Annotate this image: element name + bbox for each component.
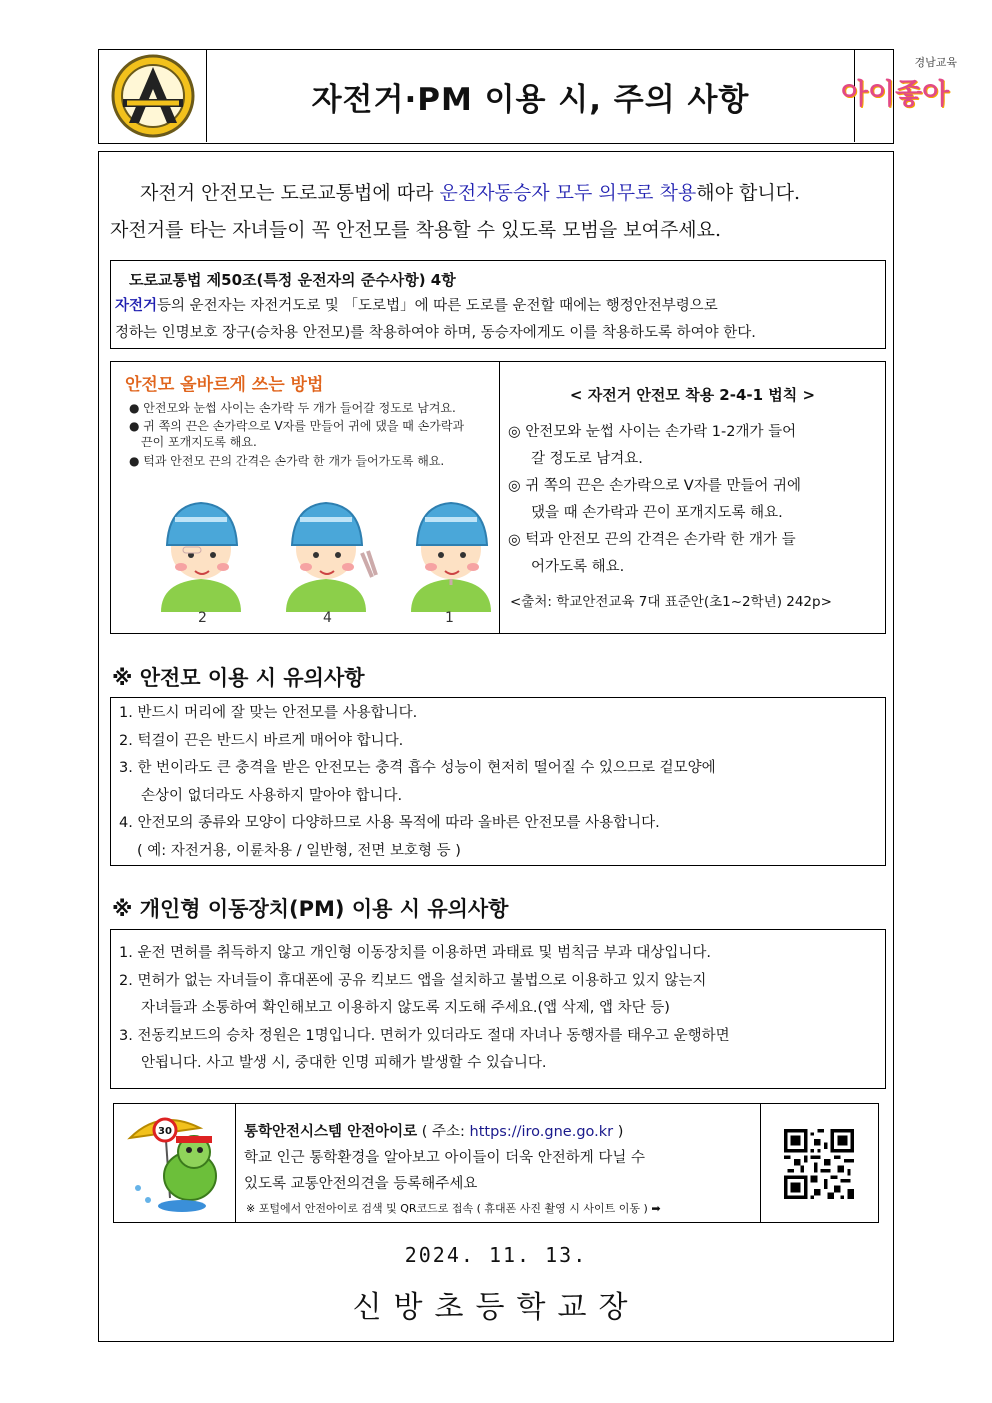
- child-figure-icon: [411, 503, 491, 612]
- section-heading-helmet: ※ 안전모 이용 시 유의사항: [112, 666, 365, 690]
- intro-emphasis: 운전자동승자 모두 의무로 착용: [439, 182, 697, 204]
- rule-241-panel: [500, 362, 885, 633]
- signature-principal: 신방초등학교장: [352, 1290, 640, 1325]
- law-box: [110, 260, 886, 349]
- list-item: 1. 반드시 머리에 잘 맞는 안전모를 사용합니다.: [119, 705, 418, 721]
- helmet-rule-table: [110, 361, 886, 634]
- list-item: 3. 한 번이라도 큰 충격을 받은 안전모는 충격 흡수 성능이 현저히 떨어질 수 있으므로 겉모양에: [119, 760, 716, 776]
- school-emblem-cell: [99, 50, 207, 142]
- illustration-bullet: 끈이 포개지도록 해요.: [141, 435, 257, 449]
- rule-item-text: 갈 정도로 남겨요.: [531, 451, 643, 467]
- figure-number: 1: [445, 610, 454, 626]
- list-item: ( 예: 자전거용, 이륜차용 / 일반형, 전면 보호형 등 ): [137, 842, 461, 859]
- rule-item-text: 귀 쪽의 끈은 손가락으로 V자를 만들어 귀에: [525, 478, 801, 494]
- law-emphasis: 자전거: [115, 298, 158, 314]
- intro-text-tail: 해야 합니다.: [696, 182, 801, 204]
- list-item: 자녀들과 소통하여 확인해보고 이용하지 않도록 지도해 주세요.(앱 삭제, 앱 차단 등): [141, 1000, 670, 1016]
- turtle-mascot-icon: [120, 1108, 230, 1218]
- qr-code-icon[interactable]: [784, 1129, 854, 1199]
- logo-small-text: 경남교육: [914, 56, 957, 69]
- rule-241-title: < 자전거 안전모 착용 2-4-1 법칙 >: [569, 386, 816, 404]
- source-note: <출처: 학교안전교육 7대 표준안(초1~2학년) 242p>: [510, 594, 832, 610]
- law-body-line2: 정하는 인명보호 장구(승차용 안전모)를 착용하여야 하며, 동승자에게도 이를 착용하도록 하여야 한다.: [115, 325, 756, 341]
- illustration-panel: [111, 362, 500, 633]
- mascot-cell: [114, 1104, 236, 1222]
- rule-item-text: 턱과 안전모 끈의 간격은 손가락 한 개가 들: [525, 532, 796, 548]
- school-emblem-icon: [105, 53, 201, 139]
- list-item: 2. 턱걸이 끈은 반드시 바르게 매어야 합니다.: [119, 732, 404, 749]
- child-figure-icon: [286, 503, 376, 612]
- access-note: ※ 포털에서 안전아이로 검색 및 QR코드로 접속 ( 휴대폰 사진 촬영 시 사이트 이동 ) ➡: [246, 1202, 661, 1215]
- safety-system-desc: 학교 인근 통학환경을 알아보고 아이들이 더욱 안전하게 다닐 수: [244, 1150, 646, 1166]
- address-label: ( 주소:: [421, 1124, 470, 1140]
- qr-cell: [761, 1104, 878, 1222]
- list-item: 3. 전동킥보드의 승차 정원은 1명입니다. 면허가 있더라도 절대 자녀나 동행자를 태우고 운행하면: [119, 1027, 730, 1044]
- list-item: 안됩니다. 사고 발생 시, 중대한 인명 피해가 발생할 수 있습니다.: [141, 1055, 547, 1071]
- safety-system-info: [236, 1104, 761, 1222]
- law-body: [115, 293, 883, 347]
- figure-number: 2: [198, 610, 207, 626]
- intro-line-1: [110, 178, 890, 208]
- illustration-bullet: ● 턱과 안전모 끈의 간격은 손가락 한 개가 들어가도록 해요.: [129, 454, 445, 468]
- intro-line-2: 자전거를 타는 자녀들이 꼭 안전모를 착용할 수 있도록 모범을 보여주세요.: [110, 219, 722, 241]
- rule-item: [508, 419, 878, 473]
- double-circle-icon: ◎: [508, 478, 521, 494]
- speed-sign-text: 30: [158, 1126, 172, 1137]
- safety-system-desc: 있도록 교통안전의견을 등록해주세요: [244, 1176, 478, 1192]
- document-header: [98, 49, 957, 144]
- list-item: 손상이 없더라도 사용하지 말아야 합니다.: [141, 787, 403, 804]
- section-heading-pm: ※ 개인형 이동장치(PM) 이용 시 유의사항: [112, 897, 509, 921]
- rule-item: [508, 473, 878, 527]
- child-figure-icon: [161, 503, 241, 612]
- issue-date: 2024. 11. 13.: [404, 1243, 588, 1267]
- rule-item-text: 어가도록 해요.: [531, 559, 625, 575]
- law-body-line1: 등의 운전자는 자전거도로 및 「도로법」에 따른 도로를 운전할 때에는 행정안전부령으로: [157, 298, 718, 314]
- intro-text: 자전거 안전모는 도로교통법에 따라: [140, 182, 440, 204]
- address-close: ): [613, 1124, 624, 1140]
- page-title: 자전거·PM 이용 시, 주의 사항: [207, 50, 855, 142]
- safety-system-box: [113, 1103, 879, 1223]
- illustration-bullet: ● 안전모와 눈썹 사이는 손가락 두 개가 들어갈 정도로 남겨요.: [129, 401, 456, 415]
- double-circle-icon: ◎: [508, 532, 521, 548]
- rule-item-text: 안전모와 눈썹 사이는 손가락 1-2개가 들어: [525, 424, 797, 440]
- rule-item-text: 댔을 때 손가락과 끈이 포개지도록 해요.: [531, 505, 783, 521]
- list-item: 2. 면허가 없는 자녀들이 휴대폰에 공유 킥보드 앱을 설치하고 불법으로 이용하고 있지 않는지: [119, 972, 707, 989]
- site-url-link[interactable]: https://iro.gne.go.kr: [469, 1124, 614, 1140]
- safety-system-title: 통학안전시스템 안전아이로: [244, 1124, 418, 1140]
- double-circle-icon: ◎: [508, 424, 521, 440]
- figure-number: 4: [323, 610, 332, 626]
- logo-cell: [841, 50, 957, 142]
- helmet-children-illustration: [151, 487, 491, 612]
- rule-item: [508, 527, 878, 581]
- law-title: 도로교통법 제50조(특정 운전자의 준수사항) 4항: [129, 271, 456, 289]
- safety-system-title-line: [244, 1120, 623, 1141]
- illustration-title: 안전모 올바르게 쓰는 방법: [125, 375, 324, 395]
- logo-text: 아이좋아: [841, 77, 950, 110]
- illustration-bullet: ● 귀 쪽의 끈은 손가락으로 V자를 만들어 귀에 댔을 때 손가락과: [129, 419, 465, 433]
- list-item: 1. 운전 면허를 취득하지 않고 개인형 이동장치를 이용하면 과태료 및 범칙금 부과 대상입니다.: [119, 945, 712, 961]
- pm-notes-box: [110, 929, 886, 1089]
- helmet-notes-box: [110, 697, 886, 866]
- list-item: 4. 안전모의 종류와 모양이 다양하므로 사용 목적에 따라 올바른 안전모를 사용합니다.: [119, 815, 660, 831]
